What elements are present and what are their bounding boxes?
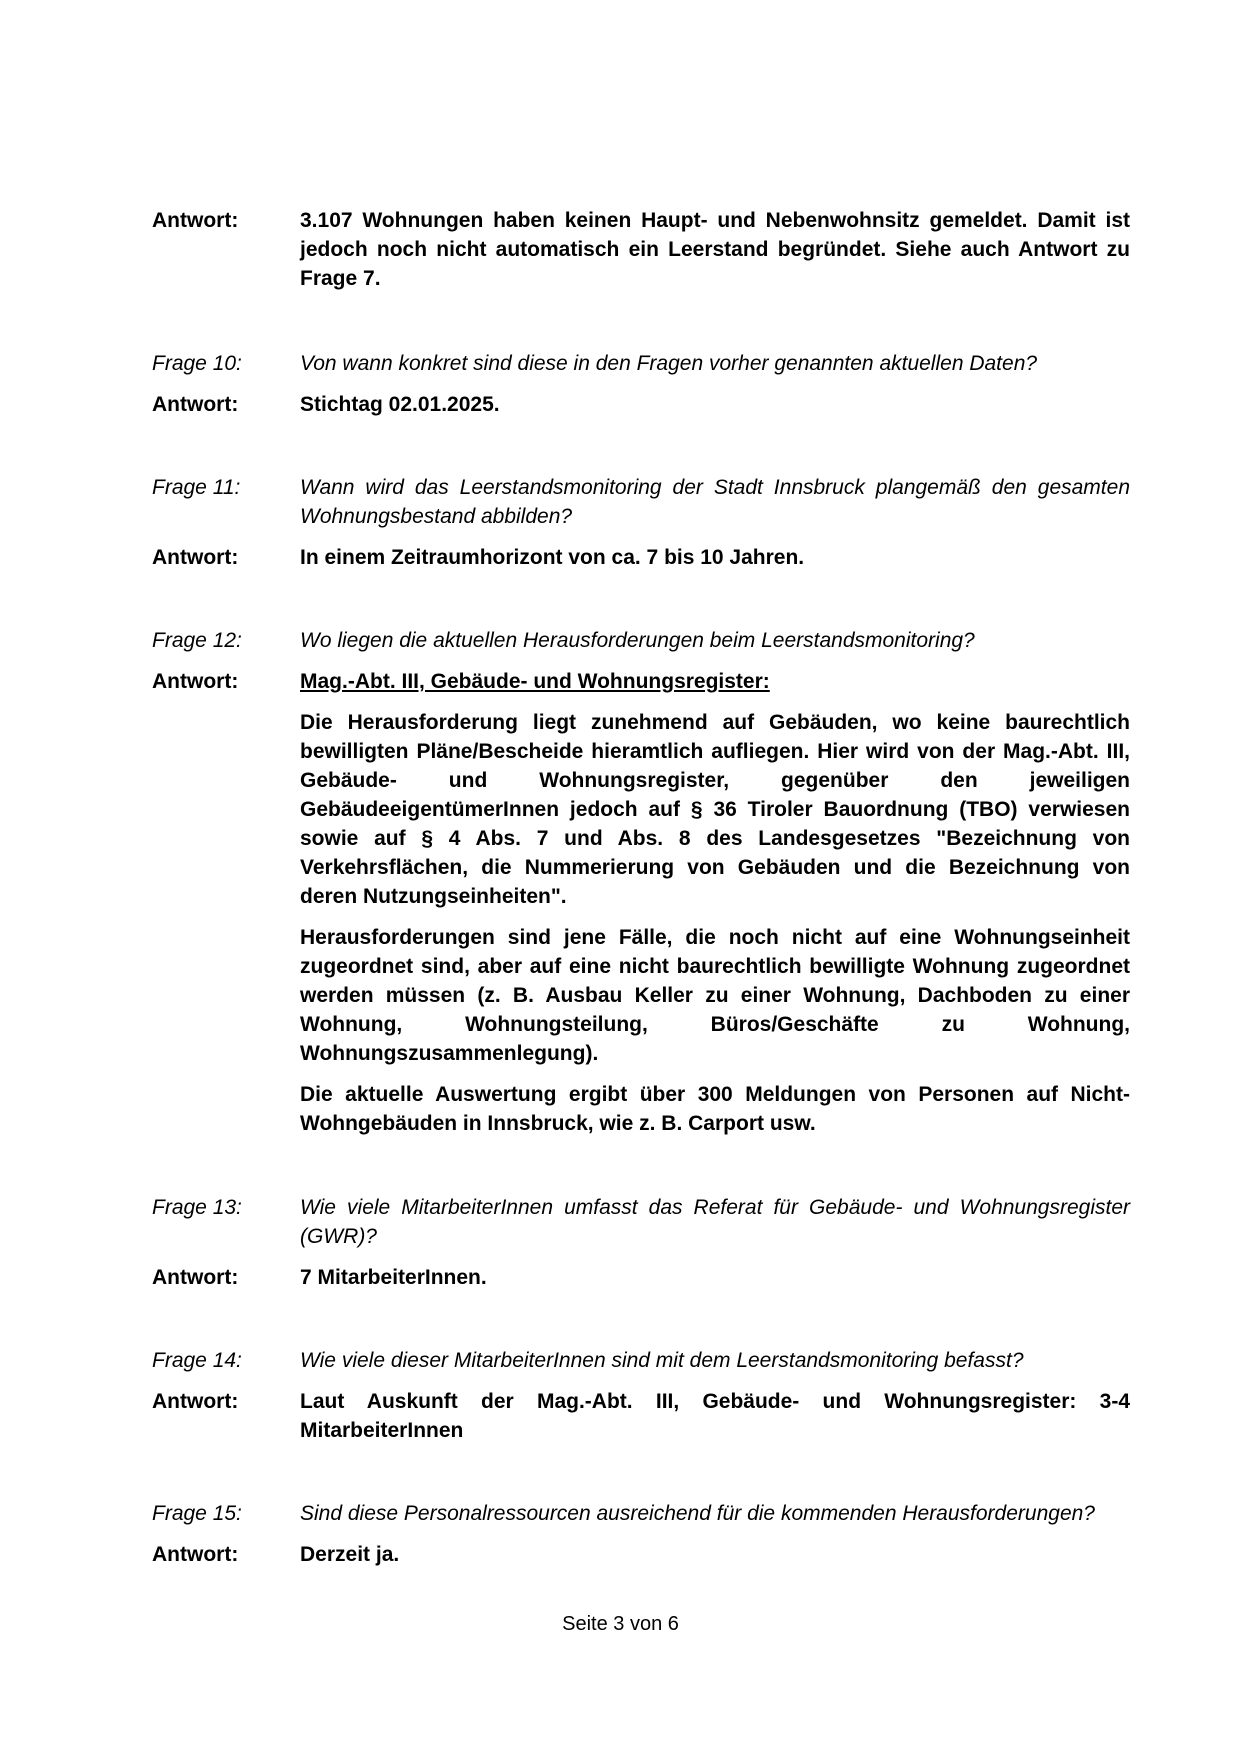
answer-label: Antwort: [152, 670, 239, 693]
question-label: Frage 13: [152, 1196, 242, 1219]
answer-row [152, 1540, 1130, 1569]
question-14-block [152, 1346, 1130, 1445]
question-12-block [152, 626, 1130, 1138]
answer-row [152, 390, 1130, 419]
answer-heading: Mag.-Abt. III, Gebäude- und Wohnungsregister: [300, 670, 770, 693]
answer-text: In einem Zeitraumhorizont von ca. 7 bis 10 Jahren. [300, 546, 805, 569]
answer-label: Antwort: [152, 1266, 239, 1289]
question-row [152, 1346, 1130, 1375]
question-13-block [152, 1193, 1130, 1292]
answer-paragraph: Herausforderungen sind jene Fälle, die noch nicht auf eine Wohnungseinheit zugeordnet sind, aber auf eine nicht baurechtlich bewilligte Wohnung zugeordnet werden müssen (z. B. Ausbau Keller zu einer Wohnung, Dachboden zu einer Wohnung, Wohnungsteilung, Büros/Geschäfte zu Wohnung, Wohnungszusammenlegung). [300, 926, 1130, 1065]
answer-label: Antwort: [152, 546, 239, 569]
question-text: Wie viele MitarbeiterInnen umfasst das Referat für Gebäude- und Wohnungsregister (GWR)? [300, 1196, 1130, 1248]
answer-row [152, 1263, 1130, 1292]
answer-paragraph: Die aktuelle Auswertung ergibt über 300 Meldungen von Personen auf Nicht-Wohngebäuden in Innsbruck, wie z. B. Carport usw. [300, 1083, 1130, 1135]
question-10-block [152, 349, 1130, 419]
answer-label: Antwort: [152, 1543, 239, 1566]
question-text: Wo liegen die aktuellen Herausforderungen beim Leerstandsmonitoring? [300, 629, 975, 652]
answer-text: 7 MitarbeiterInnen. [300, 1266, 487, 1289]
answer-label: Antwort: [152, 393, 239, 416]
answer-paragraph: Die Herausforderung liegt zunehmend auf Gebäuden, wo keine baurechtlich bewilligten Pläne/Bescheide hieramtlich aufliegen. Hier wird von der Mag.-Abt. III, Gebäude- und Wohnungsregister, gegenüber den jeweiligen GebäudeeigentümerInnen jedoch auf § 36 Tiroler Bauordnung (TBO) verwiesen sowie auf § 4 Abs. 7 und Abs. 8 des Landesgesetzes "Bezeichnung von Verkehrsflächen, die Nummerierung von Gebäuden und die Bezeichnung von deren Nutzungseinheiten". [300, 711, 1130, 908]
question-label: Frage 11: [152, 476, 241, 499]
answer-body [300, 667, 1130, 1138]
answer-text: 3.107 Wohnungen haben keinen Haupt- und Nebenwohnsitz gemeldet. Damit ist jedoch noch nicht automatisch ein Leerstand begründet. Siehe auch Antwort zu Frage 7. [300, 209, 1130, 290]
answer-label: Antwort: [152, 1390, 239, 1413]
question-row [152, 1499, 1130, 1528]
question-row [152, 626, 1130, 655]
question-text: Wann wird das Leerstandsmonitoring der Stadt Innsbruck plangemäß den gesamten Wohnungsbestand abbilden? [300, 476, 1130, 528]
question-15-block [152, 1499, 1130, 1569]
answer-text: Laut Auskunft der Mag.-Abt. III, Gebäude- und Wohnungsregister: 3-4 MitarbeiterInnen [300, 1390, 1130, 1442]
question-label: Frage 10: [152, 352, 242, 375]
answer-row [152, 206, 1130, 293]
question-11-block [152, 473, 1130, 572]
question-text: Sind diese Personalressourcen ausreichend für die kommenden Herausforderungen? [300, 1502, 1095, 1525]
answer-row [152, 667, 1130, 1138]
question-label: Frage 15: [152, 1502, 242, 1525]
question-label: Frage 12: [152, 629, 242, 652]
answer-row [152, 1387, 1130, 1445]
question-row [152, 1193, 1130, 1251]
question-text: Wie viele dieser MitarbeiterInnen sind mit dem Leerstandsmonitoring befasst? [300, 1349, 1024, 1372]
question-row [152, 349, 1130, 378]
answer-text: Stichtag 02.01.2025. [300, 393, 500, 416]
question-text: Von wann konkret sind diese in den Fragen vorher genannten aktuellen Daten? [300, 352, 1038, 375]
page-number: Seite 3 von 6 [562, 1613, 679, 1635]
question-label: Frage 14: [152, 1349, 242, 1372]
answer-text: Derzeit ja. [300, 1543, 400, 1566]
answer-label: Antwort: [152, 209, 239, 232]
answer-row [152, 543, 1130, 572]
intro-answer-block [152, 206, 1130, 293]
question-row [152, 473, 1130, 531]
